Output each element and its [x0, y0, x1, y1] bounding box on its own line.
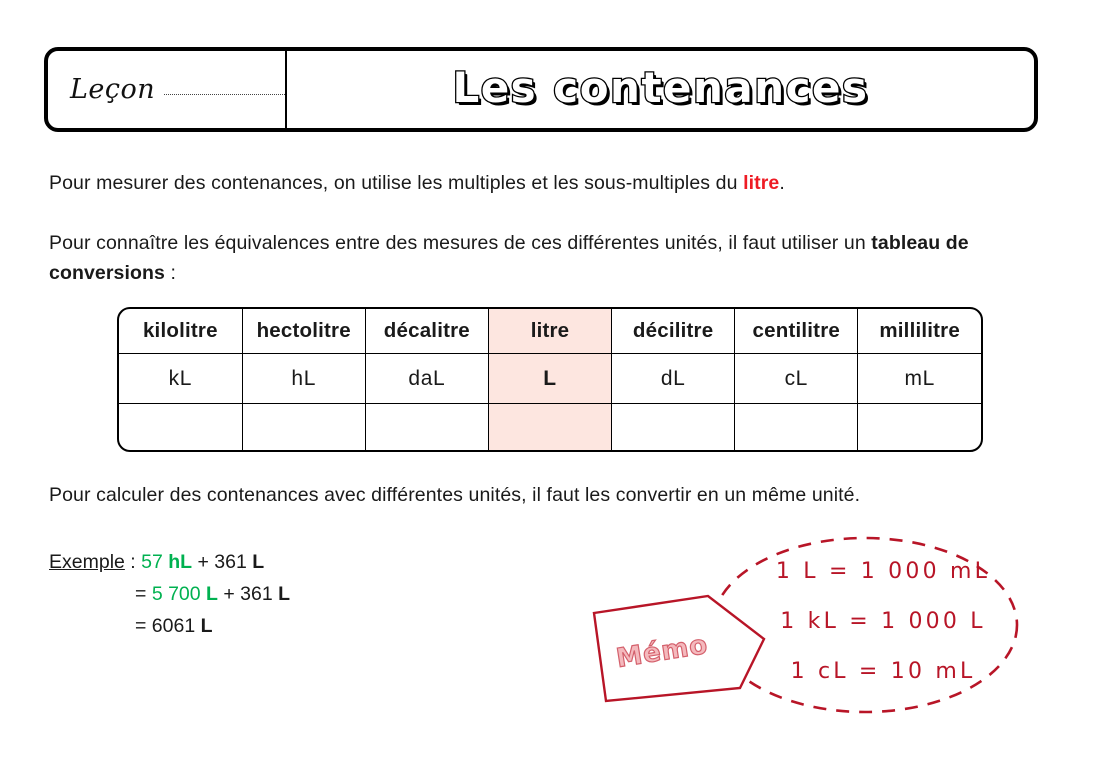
cell-name-centilitre: centilitre [735, 309, 858, 354]
cell-name-kilolitre: kilolitre [119, 309, 242, 354]
cell-blank-dl[interactable] [612, 404, 735, 453]
example-eq-3: = 6061 [135, 615, 201, 637]
example-block [49, 546, 290, 642]
cell-symbol-dal: daL [365, 354, 488, 404]
cell-blank-hl[interactable] [242, 404, 365, 453]
cell-name-millilitre: millilitre [858, 309, 981, 354]
memo-callout [580, 525, 1025, 730]
example-green-unit-2: L [206, 583, 218, 605]
intro-paragraph-1 [49, 168, 785, 198]
example-green-unit-1: hL [168, 551, 193, 573]
cell-name-decilitre: décilitre [612, 309, 735, 354]
lesson-label-area [48, 51, 287, 128]
lesson-header-banner [44, 47, 1038, 132]
lesson-label: Leçon [70, 74, 156, 105]
example-unit-1: L [252, 551, 265, 573]
table-row-blank [119, 404, 981, 453]
cell-name-litre: litre [488, 309, 611, 354]
cell-blank-cl[interactable] [735, 404, 858, 453]
table-row-unit-names [119, 309, 981, 354]
example-plus-1: + 361 [192, 551, 253, 573]
example-green-number-2: 5 700 [151, 583, 207, 605]
convert-note: Pour calculer des contenances avec différentes unités, il faut les convertir en un même unité. [49, 484, 861, 506]
example-green-number-1: 57 [141, 551, 169, 573]
cell-blank-dal[interactable] [365, 404, 488, 453]
memo-label: Mémo [614, 629, 711, 675]
cell-blank-l[interactable] [488, 404, 611, 453]
cell-name-decalitre: décalitre [365, 309, 488, 354]
example-plus-2: + 361 [217, 583, 279, 605]
intro-text-before: Pour mesurer des contenances, on utilise les multiples et les sous-multiples du [49, 172, 744, 194]
example-line-2 [49, 578, 290, 610]
intro2-text-after: : [164, 262, 177, 284]
intro-text-after: . [779, 172, 785, 194]
lesson-title-blank-line [164, 83, 285, 95]
cell-symbol-ml: mL [858, 354, 981, 404]
memo-equations [748, 547, 1018, 697]
example-unit-3: L [200, 615, 213, 637]
example-unit-2: L [278, 583, 291, 605]
page-title: Les contenances [452, 63, 869, 112]
memo-equation-2: 1 kL = 1 000 L [780, 609, 986, 634]
lesson-title-area [287, 51, 1034, 128]
example-line-3 [49, 610, 290, 642]
cell-symbol-hl: hL [242, 354, 365, 404]
cell-blank-kl[interactable] [119, 404, 242, 453]
litre-highlight: litre [743, 172, 780, 194]
memo-equation-1: 1 L = 1 000 mL [775, 559, 991, 584]
cell-symbol-kl: kL [119, 354, 242, 404]
memo-equation-3: 1 cL = 10 mL [790, 659, 976, 684]
cell-symbol-l: L [488, 354, 611, 404]
conversion-table [117, 307, 983, 452]
tableau-conversions-bold: tableau de conversions [49, 232, 969, 284]
cell-name-hectolitre: hectolitre [242, 309, 365, 354]
intro2-text-before: Pour connaître les équivalences entre des mesures de ces différentes unités, il faut utiliser un [49, 232, 872, 254]
cell-symbol-dl: dL [612, 354, 735, 404]
example-label: Exemple [49, 551, 125, 573]
cell-blank-ml[interactable] [858, 404, 981, 453]
table-row-unit-symbols [119, 354, 981, 404]
cell-symbol-cl: cL [735, 354, 858, 404]
example-eq-2: = [135, 583, 152, 605]
example-colon: : [124, 551, 142, 573]
intro-paragraph-2 [49, 228, 1049, 288]
example-line-1 [49, 546, 290, 578]
